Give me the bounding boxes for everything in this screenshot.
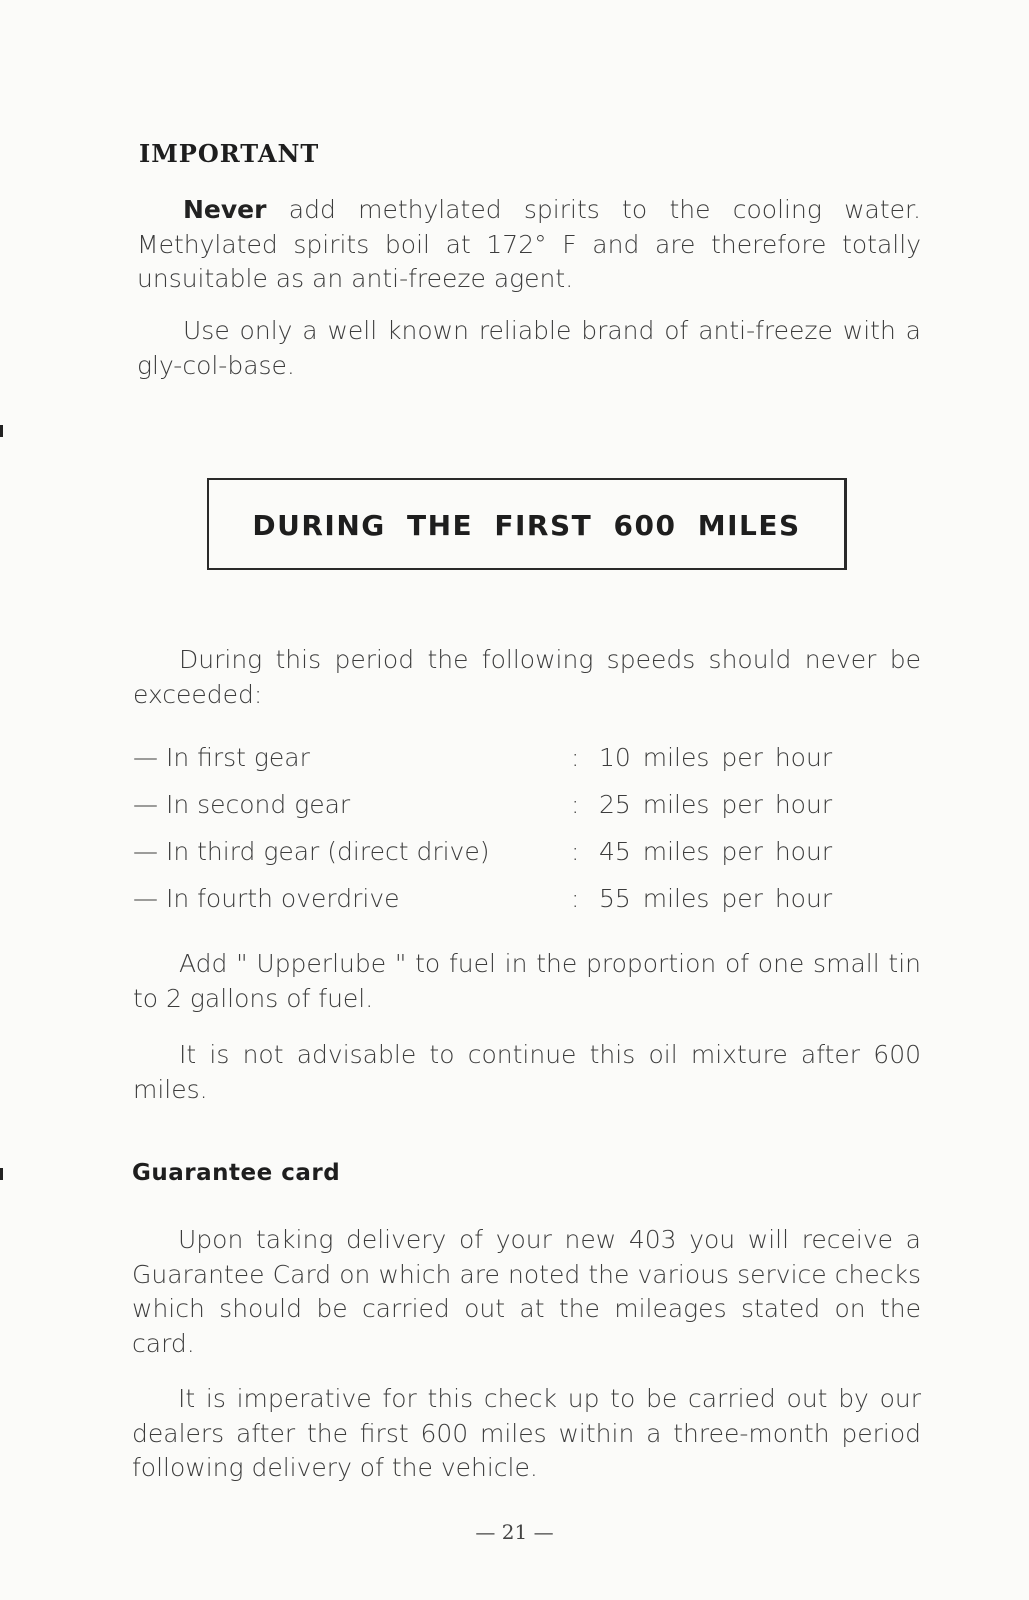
gear-label: — In fourth overdrive	[133, 884, 400, 913]
speed-row-first: — In first gear : 10 miles per hour	[133, 743, 833, 772]
upperlube-paragraph	[133, 947, 921, 1016]
speed-row-third: — In third gear (direct drive) : 45 miles per hour	[133, 837, 833, 866]
guarantee-paragraph-2	[132, 1382, 921, 1486]
speeds-intro-text: During this period the following speeds should never be exceeded:	[133, 645, 921, 709]
advice-text: It is not advisable to continue this oil mixture after 600 miles.	[133, 1040, 921, 1104]
speed-limit: 25 miles per hour	[599, 790, 833, 819]
speed-limit: 45 miles per hour	[599, 837, 833, 866]
scan-mark	[0, 1168, 3, 1180]
advice-paragraph	[133, 1038, 921, 1107]
gear-label: — In third gear (direct drive)	[133, 837, 490, 866]
important-paragraph-2	[137, 314, 921, 383]
speed-row-fourth: — In fourth overdrive : 55 miles per hour	[133, 884, 833, 913]
speed-row-second: — In second gear : 25 miles per hour	[133, 790, 833, 819]
important-paragraph-1	[137, 193, 921, 297]
upperlube-text: Add " Upperlube " to fuel in the proportion of one small tin to 2 gallons of fuel.	[133, 949, 921, 1013]
section-title: DURING THE FIRST 600 MILES	[252, 509, 801, 542]
guarantee-paragraph-1	[132, 1223, 921, 1361]
important-paragraph-2-text: Use only a well known reliable brand of anti-freeze with a gly-col-base.	[137, 316, 921, 380]
section-title-box	[207, 478, 847, 570]
guarantee-heading: Guarantee card	[132, 1160, 341, 1186]
speeds-intro	[133, 643, 921, 712]
gear-label: — In first gear	[133, 743, 310, 772]
gear-label: — In second gear	[133, 790, 351, 819]
speed-limit: 10 miles per hour	[599, 743, 833, 772]
speed-limit: 55 miles per hour	[599, 884, 833, 913]
important-paragraph-1-text: add methylated spirits to the cooling water. Methylated spirits boil at 172° F and are therefore totally unsuitable as an anti-freeze agent.	[137, 195, 921, 293]
important-heading: IMPORTANT	[139, 139, 320, 168]
scan-mark	[0, 425, 3, 437]
guarantee-paragraph-2-text: It is imperative for this check up to be carried out by our dealers after the first 600 miles within a three-month period following delivery of the vehicle.	[132, 1384, 921, 1482]
never-emphasis: Never	[183, 195, 267, 224]
page-number: — 21 —	[475, 1520, 554, 1544]
guarantee-paragraph-1-text: Upon taking delivery of your new 403 you will receive a Guarantee Card on which are noted the various service checks which should be carried out at the mileages stated on the card.	[132, 1225, 921, 1358]
